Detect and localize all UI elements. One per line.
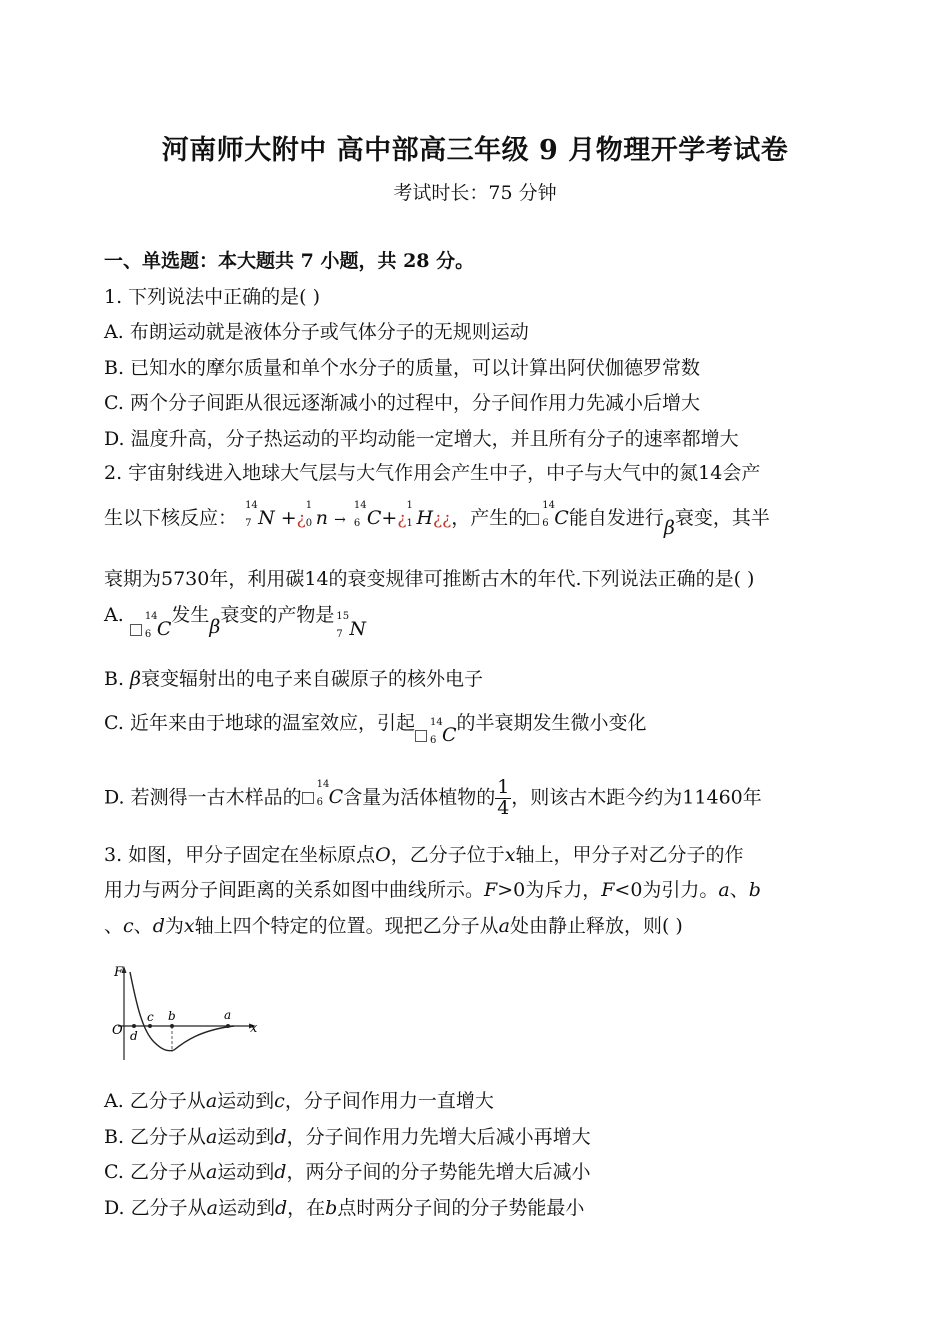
nitrogen-14-isotope: 14 7 N: [245, 500, 275, 529]
placeholder-box-icon: [415, 730, 427, 742]
var-to: d: [274, 1161, 287, 1183]
plus-sign: +: [280, 507, 297, 529]
q2-stem-mid2: 能自发进行: [568, 507, 664, 529]
option-text: C. 乙分子从: [104, 1161, 206, 1183]
stem-text: <0为引力。: [614, 879, 719, 901]
option-text: 衰变的产物是: [220, 604, 335, 626]
section-heading: 一、单选题：本大题共 7 小题，共 28 分。: [104, 250, 475, 272]
stem-text: ，乙分子位于: [390, 844, 505, 866]
option-text: D. 乙分子从: [104, 1197, 207, 1219]
option-text: 衰变辐射出的电子来自碳原子的核外电子: [141, 668, 484, 690]
stem-text: 轴上，甲分子对乙分子的作: [515, 844, 744, 866]
var-a: a: [718, 879, 730, 901]
beta-symbol: β: [130, 668, 142, 690]
point-a: [226, 1024, 230, 1028]
var-to: c: [274, 1090, 285, 1112]
option-text: 运动到: [217, 1090, 275, 1112]
option-text: ，分子间作用力一直增大: [284, 1090, 494, 1112]
option-text: A. 乙分子从: [104, 1090, 206, 1112]
option-text: 点时两分子间的分子势能最小: [337, 1197, 585, 1219]
point-label-b: b: [168, 1009, 176, 1023]
q2-option-d: [104, 778, 762, 819]
option-text: B. 乙分子从: [104, 1126, 207, 1148]
force-distance-figure: [104, 962, 264, 1066]
option-prefix: B.: [104, 668, 131, 690]
stem-text: 、: [729, 879, 749, 901]
placeholder-box-icon: [130, 624, 142, 636]
garbled-char: ¿: [397, 509, 407, 529]
q1-option-a: A. 布朗运动就是液体分子或气体分子的无规则运动: [104, 321, 529, 343]
point-label-a: a: [224, 1008, 232, 1022]
var-b: b: [748, 879, 761, 901]
carbon-14-isotope: 14 6 C: [144, 611, 172, 640]
var-from: a: [205, 1090, 218, 1112]
option-text: C. 近年来由于地球的温室效应，引起: [104, 712, 415, 734]
q3-option-a: [104, 1086, 494, 1113]
option-text: ，则该古木距今约为11460年: [511, 786, 762, 809]
q2-stem-line2: [104, 500, 770, 539]
reaction-arrow: →: [334, 512, 346, 528]
neutron-symbol: 1 0 n: [305, 500, 329, 529]
q2-option-c: [104, 708, 647, 746]
carbon-14-isotope: 14 6 C: [542, 500, 569, 529]
stem-text: 轴上四个特定的位置。现把乙分子从: [194, 915, 499, 937]
point-d: [132, 1024, 136, 1028]
var-O: O: [375, 844, 391, 866]
q2-stem-prefix: 生以下核反应：: [104, 507, 238, 529]
option-text: ，在: [287, 1197, 326, 1219]
q2-stem-line1: 2. 宇宙射线进入地球大气层与大气作用会产生中子，中子与大气中的氮14会产: [104, 462, 761, 484]
var-F: F: [484, 879, 498, 901]
garbled-char: ¿: [296, 509, 306, 529]
stem-text: 为: [164, 915, 184, 937]
placeholder-box-icon: [527, 513, 539, 525]
nitrogen-15-isotope: 15 7 N: [336, 611, 366, 640]
point-label-c: c: [147, 1010, 154, 1024]
plus-sign: +: [381, 507, 398, 529]
var-to: d: [274, 1197, 288, 1219]
q3-stem-line2: [104, 875, 761, 902]
q1-stem: 1. 下列说法中正确的是( ): [104, 286, 321, 308]
page-title: 河南师大附中 高中部高三年级 9 月物理开学考试卷: [161, 135, 789, 166]
q1-option-c: C. 两个分子间距从很远逐渐减小的过程中，分子间作用力先减小后增大: [104, 392, 700, 414]
axis-label-x: x: [250, 1021, 258, 1036]
var-x: x: [504, 844, 516, 866]
option-text: ，两分子间的分子势能先增大后减小: [286, 1161, 591, 1183]
var-to: d: [274, 1126, 287, 1148]
var-from: a: [206, 1126, 218, 1148]
force-curve: [130, 972, 234, 1051]
stem-text: 、: [104, 915, 124, 937]
q2-stem-suffix: 衰变，其半: [674, 507, 770, 529]
stem-text: >0为斥力，: [497, 879, 602, 901]
option-text: 发生: [171, 604, 210, 626]
var-c: c: [123, 915, 134, 937]
carbon-14-isotope: 14 6 C: [353, 500, 382, 529]
exam-duration: 考试时长：75 分钟: [393, 182, 557, 204]
beta-symbol: β: [663, 517, 675, 539]
origin-label: O: [112, 1023, 123, 1038]
option-text: 运动到: [217, 1126, 275, 1148]
q3-stem-line3: [104, 911, 683, 938]
var-x: x: [183, 915, 195, 937]
stem-text: 、: [133, 915, 153, 937]
carbon-14-isotope: 14 6 C: [429, 717, 457, 746]
q2-stem-mid: ，产生的: [451, 507, 528, 529]
q3-option-d: [104, 1193, 584, 1220]
option-text: 含量为活体植物的: [343, 786, 496, 809]
var-from: a: [206, 1197, 218, 1219]
var-from: a: [205, 1161, 218, 1183]
hydrogen-isotope: 1 1 H: [406, 500, 434, 529]
point-b: [170, 1024, 174, 1028]
carbon-14-isotope: 14 6 C: [316, 779, 344, 809]
q1-option-d: D. 温度升高，分子热运动的平均动能一定增大，并且所有分子的速率都增大: [104, 428, 739, 450]
var-a: a: [498, 915, 510, 937]
option-text: 运动到: [217, 1197, 275, 1219]
option-text: 运动到: [217, 1161, 275, 1183]
var-d: d: [152, 915, 165, 937]
option-text: 的半衰期发生微小变化: [456, 712, 647, 734]
stem-text: 处由静止释放，则( ): [509, 915, 683, 937]
q3-option-c: [104, 1157, 590, 1184]
stem-text: 3. 如图，甲分子固定在坐标原点: [104, 844, 376, 866]
q2-stem-line3: 衰期为5730年，利用碳14的衰变规律可推断古木的年代.下列说法正确的是( ): [104, 568, 755, 590]
option-text: ，分子间作用力先增大后减小再增大: [286, 1126, 591, 1148]
var-F: F: [601, 879, 615, 901]
q3-option-b: [104, 1122, 591, 1149]
q2-option-b: [104, 664, 483, 691]
stem-text: 用力与两分子间距离的关系如图中曲线所示。: [104, 879, 485, 901]
placeholder-box-icon: [302, 792, 314, 804]
point-label-d: d: [130, 1029, 138, 1043]
option-text: D. 若测得一古木样品的: [104, 786, 302, 809]
q1-option-b: B. 已知水的摩尔质量和单个水分子的质量，可以计算出阿伏伽德罗常数: [104, 357, 701, 379]
garbled-char: ¿¿: [433, 509, 452, 529]
point-c: [148, 1024, 152, 1028]
axis-label-F: F: [114, 965, 124, 980]
q3-stem-line1: [104, 840, 744, 867]
q2-option-a: [104, 600, 366, 640]
option-prefix: A.: [104, 604, 130, 626]
fraction-one-quarter: $\frac{1}{4}$: [497, 776, 510, 819]
beta-symbol: β: [209, 616, 221, 638]
var-point: b: [325, 1197, 338, 1219]
